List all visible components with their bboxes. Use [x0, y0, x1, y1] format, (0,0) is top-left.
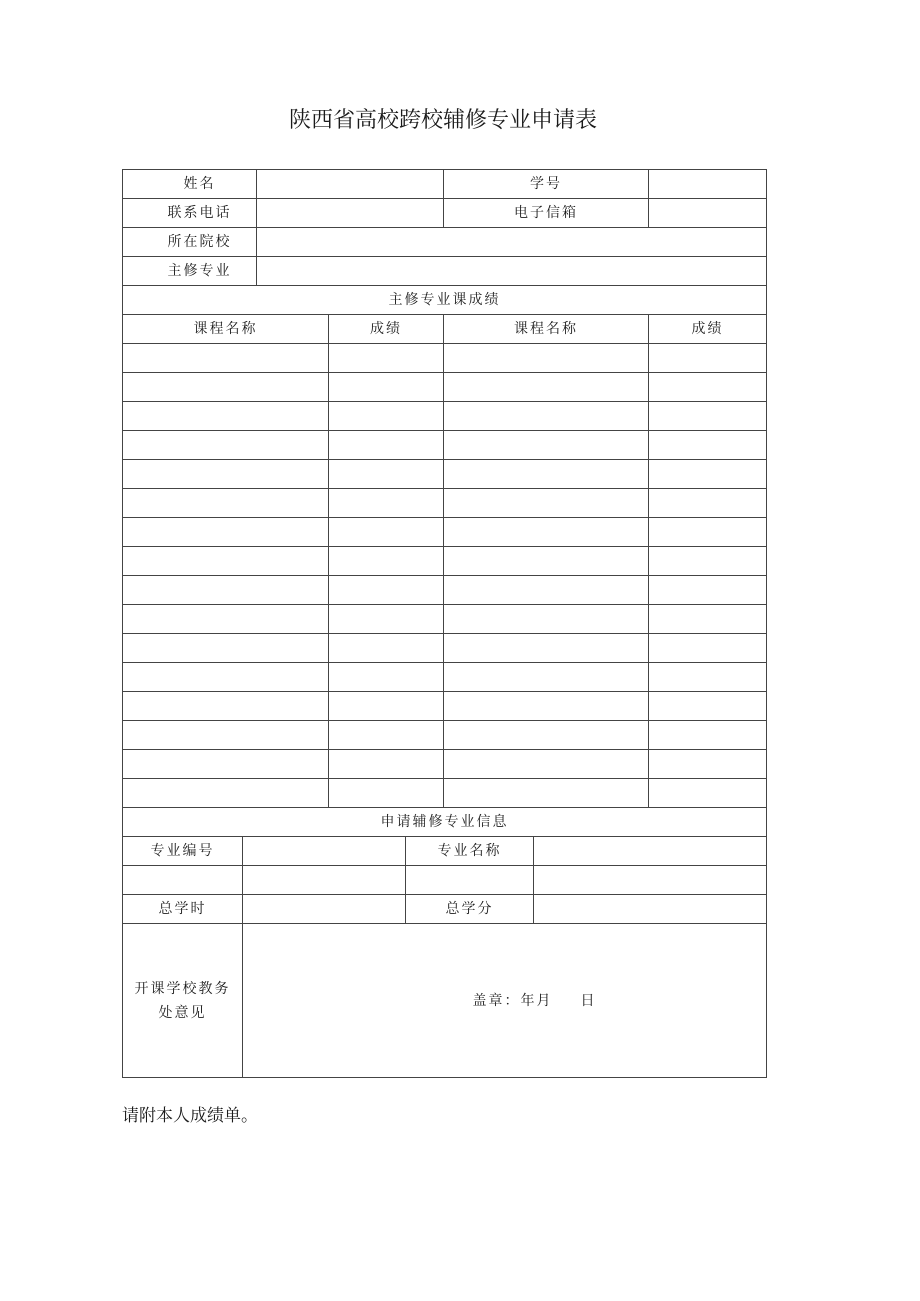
grade-row: [123, 634, 767, 663]
phone-field[interactable]: [257, 199, 444, 228]
score-cell-2[interactable]: [649, 721, 767, 750]
email-label: 电子信箱: [444, 199, 649, 228]
score-cell-2[interactable]: [649, 402, 767, 431]
minor-blank-cell[interactable]: [406, 866, 534, 895]
row-phone: [123, 199, 767, 228]
score-cell[interactable]: [329, 605, 444, 634]
score-cell[interactable]: [329, 692, 444, 721]
score-cell-2[interactable]: [649, 344, 767, 373]
score-cell[interactable]: [329, 779, 444, 808]
phone-label: 联系电话: [123, 199, 257, 228]
course-name-cell-2[interactable]: [444, 518, 649, 547]
total-credits-field[interactable]: [534, 895, 767, 924]
name-field[interactable]: [257, 170, 444, 199]
major-field[interactable]: [257, 257, 767, 286]
minor-blank-cell[interactable]: [243, 866, 406, 895]
page-title: 陕西省高校跨校辅修专业申请表: [288, 108, 597, 133]
grade-row: [123, 344, 767, 373]
grade-row: [123, 373, 767, 402]
score-cell-2[interactable]: [649, 460, 767, 489]
course-name-cell-2[interactable]: [444, 547, 649, 576]
score-cell[interactable]: [329, 402, 444, 431]
row-name: [123, 170, 767, 199]
score-cell-2[interactable]: [649, 547, 767, 576]
grade-row: [123, 518, 767, 547]
course-name-cell-2[interactable]: [444, 460, 649, 489]
course-name-cell[interactable]: [123, 518, 329, 547]
grade-row: [123, 663, 767, 692]
grades-section-title: 主修专业课成绩: [123, 286, 767, 315]
total-hours-field[interactable]: [243, 895, 406, 924]
course-name-cell-2[interactable]: [444, 489, 649, 518]
row-major: [123, 257, 767, 286]
score-cell[interactable]: [329, 750, 444, 779]
grade-row: [123, 460, 767, 489]
course-name-cell-2[interactable]: [444, 634, 649, 663]
course-name-header-2: 课程名称: [444, 315, 649, 344]
course-name-cell[interactable]: [123, 750, 329, 779]
grade-row: [123, 692, 767, 721]
grade-row: [123, 779, 767, 808]
total-credits-label: 总学分: [406, 895, 534, 924]
course-name-cell-2[interactable]: [444, 750, 649, 779]
score-cell-2[interactable]: [649, 779, 767, 808]
course-name-cell[interactable]: [123, 692, 329, 721]
course-name-cell[interactable]: [123, 634, 329, 663]
email-field[interactable]: [649, 199, 767, 228]
course-name-cell[interactable]: [123, 402, 329, 431]
row-minor-code: [123, 837, 767, 866]
course-name-cell-2[interactable]: [444, 576, 649, 605]
course-name-cell[interactable]: [123, 431, 329, 460]
course-name-cell[interactable]: [123, 721, 329, 750]
row-grades-header: [123, 315, 767, 344]
score-cell-2[interactable]: [649, 373, 767, 402]
student-id-field[interactable]: [649, 170, 767, 199]
minor-section-title: 申请辅修专业信息: [123, 808, 767, 837]
total-hours-label: 总学时: [123, 895, 243, 924]
grade-row: [123, 576, 767, 605]
grade-row: [123, 489, 767, 518]
score-cell[interactable]: [329, 663, 444, 692]
course-name-header: 课程名称: [123, 315, 329, 344]
course-name-cell-2[interactable]: [444, 605, 649, 634]
score-cell[interactable]: [329, 547, 444, 576]
score-cell-2[interactable]: [649, 576, 767, 605]
course-name-cell[interactable]: [123, 460, 329, 489]
course-name-cell-2[interactable]: [444, 431, 649, 460]
opinion-label-line2: 处意见: [158, 1004, 207, 1021]
course-name-cell-2[interactable]: [444, 402, 649, 431]
score-cell[interactable]: [329, 460, 444, 489]
score-cell-2[interactable]: [649, 518, 767, 547]
course-name-cell[interactable]: [123, 547, 329, 576]
footer-note: 请附本人成绩单。: [122, 1106, 258, 1126]
minor-blank-cell[interactable]: [123, 866, 243, 895]
row-school: [123, 228, 767, 257]
grade-row: [123, 721, 767, 750]
minor-blank-cell[interactable]: [534, 866, 767, 895]
row-opinion: [123, 924, 767, 1078]
row-minor-hours: [123, 895, 767, 924]
minor-code-label: 专业编号: [123, 837, 243, 866]
row-grades-title: [123, 286, 767, 315]
course-name-cell-2[interactable]: [444, 344, 649, 373]
name-label: 姓名: [123, 170, 257, 199]
score-header: 成绩: [329, 315, 444, 344]
score-cell-2[interactable]: [649, 750, 767, 779]
grade-row: [123, 750, 767, 779]
school-label: 所在院校: [123, 228, 257, 257]
course-name-cell[interactable]: [123, 344, 329, 373]
score-cell[interactable]: [329, 518, 444, 547]
opinion-field[interactable]: [243, 924, 767, 1078]
course-name-cell[interactable]: [123, 605, 329, 634]
stamp-label: 盖章：年月: [472, 992, 553, 1009]
score-cell-2[interactable]: [649, 634, 767, 663]
course-name-cell-2[interactable]: [444, 779, 649, 808]
grade-row: [123, 547, 767, 576]
grade-row: [123, 605, 767, 634]
school-field[interactable]: [257, 228, 767, 257]
row-minor-title: [123, 808, 767, 837]
major-label: 主修专业: [123, 257, 257, 286]
application-form-table: [122, 169, 767, 1078]
grade-row: [123, 431, 767, 460]
course-name-cell-2[interactable]: [444, 663, 649, 692]
course-name-cell-2[interactable]: [444, 721, 649, 750]
score-header-2: 成绩: [649, 315, 767, 344]
minor-name-field[interactable]: [534, 837, 767, 866]
course-name-cell[interactable]: [123, 489, 329, 518]
opinion-label: [123, 924, 243, 1078]
score-cell-2[interactable]: [649, 663, 767, 692]
course-name-cell-2[interactable]: [444, 373, 649, 402]
score-cell[interactable]: [329, 431, 444, 460]
day-label: 日: [580, 992, 597, 1009]
course-name-cell[interactable]: [123, 663, 329, 692]
minor-code-field[interactable]: [243, 837, 406, 866]
course-name-cell-2[interactable]: [444, 692, 649, 721]
score-cell-2[interactable]: [649, 605, 767, 634]
grade-row: [123, 402, 767, 431]
course-name-cell[interactable]: [123, 576, 329, 605]
row-minor-blank: [123, 866, 767, 895]
opinion-label-line1: 开课学校教务: [134, 980, 231, 997]
score-cell[interactable]: [329, 576, 444, 605]
score-cell[interactable]: [329, 344, 444, 373]
score-cell[interactable]: [329, 373, 444, 402]
score-cell-2[interactable]: [649, 431, 767, 460]
student-id-label: 学号: [444, 170, 649, 199]
course-name-cell[interactable]: [123, 373, 329, 402]
score-cell[interactable]: [329, 634, 444, 663]
score-cell-2[interactable]: [649, 692, 767, 721]
score-cell-2[interactable]: [649, 489, 767, 518]
stamp-line: [473, 993, 597, 1009]
score-cell[interactable]: [329, 489, 444, 518]
course-name-cell[interactable]: [123, 779, 329, 808]
minor-name-label: 专业名称: [406, 837, 534, 866]
score-cell[interactable]: [329, 721, 444, 750]
